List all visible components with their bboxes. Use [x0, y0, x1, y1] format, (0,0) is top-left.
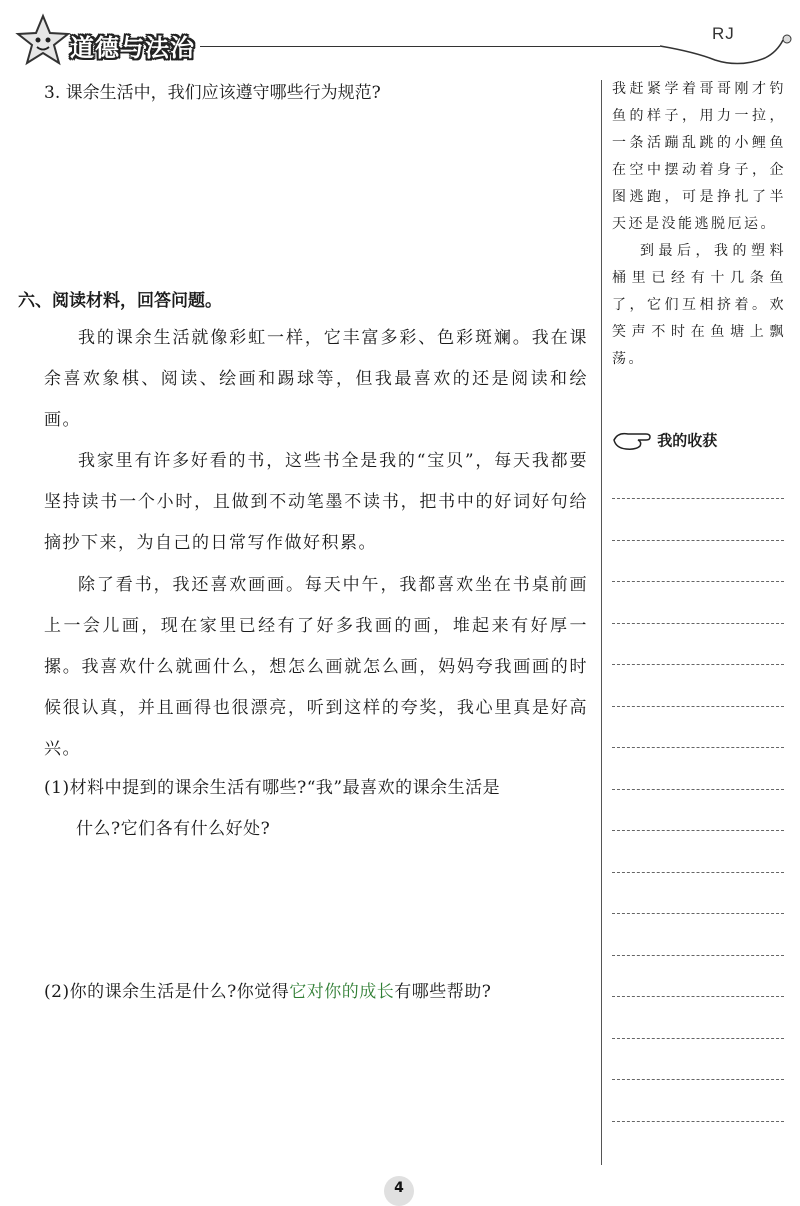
- header-rule: [200, 46, 660, 47]
- sub-question-1-line-1: (1)材料中提到的课余生活有哪些?“我”最喜欢的课余生活是: [44, 778, 501, 798]
- passage-paragraph-1: 我的课余生活就像彩虹一样，它丰富多彩、色彩斑斓。我在课余喜欢象棋、阅读、绘画和踢球等，但我最喜欢的还是阅读和绘画。: [44, 328, 588, 430]
- column-divider: [601, 80, 602, 1165]
- answer-line[interactable]: [612, 1121, 784, 1122]
- pointing-hand-icon: [612, 428, 652, 452]
- edition-label: RJ: [712, 24, 735, 43]
- my-harvest-heading: [612, 428, 717, 458]
- passage-paragraph-2: 我家里有许多好看的书，这些书全是我的“宝贝”，每天我都要坚持读书一个小时，且做到不动笔墨不读书，把书中的好词好句给摘抄下来，为自己的日常写作做好积累。: [44, 451, 588, 553]
- answer-line[interactable]: [612, 706, 784, 707]
- answer-line[interactable]: [612, 540, 784, 541]
- brand-title: 道德与法治: [70, 34, 195, 62]
- answer-line[interactable]: [612, 747, 784, 748]
- answer-line[interactable]: [612, 664, 784, 665]
- answer-line[interactable]: [612, 623, 784, 624]
- page-number: 4: [384, 1176, 414, 1206]
- sub-question-1: [44, 768, 592, 850]
- star-mascot-icon: [14, 12, 72, 70]
- answer-lines: [612, 498, 784, 1162]
- sub-question-2-end: 有哪些帮助?: [394, 982, 492, 1002]
- answer-line[interactable]: [612, 1079, 784, 1080]
- sub-question-2-highlight: 它对你的成长: [289, 982, 395, 1002]
- answer-line[interactable]: [612, 955, 784, 956]
- sidebar-story: [612, 76, 786, 373]
- passage-paragraph-3: 除了看书，我还喜欢画画。每天中午，我都喜欢坐在书桌前画上一会儿画，现在家里已经有了好多我画的画，堆起来有好厚一摞。我喜欢什么就画什么，想怎么画就怎么画，妈妈夸我画画的时候很认真，并且画得也很漂亮，听到这样的夸奖，我心里真是好高兴。: [44, 575, 588, 759]
- page-header: [0, 0, 800, 80]
- answer-line[interactable]: [612, 913, 784, 914]
- answer-line[interactable]: [612, 498, 784, 499]
- sub-question-1-line-2: 什么?它们各有什么好处?: [76, 819, 271, 839]
- answer-line[interactable]: [612, 789, 784, 790]
- answer-line[interactable]: [612, 872, 784, 873]
- my-harvest-label: 我的收获: [657, 431, 718, 450]
- answer-line[interactable]: [612, 996, 784, 997]
- answer-line[interactable]: [612, 581, 784, 582]
- question-3: 3. 课余生活中，我们应该遵守哪些行为规范?: [44, 83, 381, 103]
- sub-question-2-start: (2)你的课余生活是什么?你觉得: [44, 982, 290, 1002]
- answer-line[interactable]: [612, 830, 784, 831]
- sidebar-story-paragraph-2: 到最后，我的塑料桶里已经有十几条鱼了，它们互相挤着。欢笑声不时在鱼塘上飘荡。: [612, 243, 786, 367]
- sidebar-story-paragraph-1: 我赶紧学着哥哥刚才钓鱼的样子，用力一拉，一条活蹦乱跳的小鲤鱼在空中摆动着身子，企图逃跑，可是挣扎了半天还是没能逃脱厄运。: [612, 81, 786, 232]
- answer-line[interactable]: [612, 1038, 784, 1039]
- section-6-title: 六、阅读材料，回答问题。: [18, 291, 222, 311]
- sub-question-2: [44, 972, 592, 1013]
